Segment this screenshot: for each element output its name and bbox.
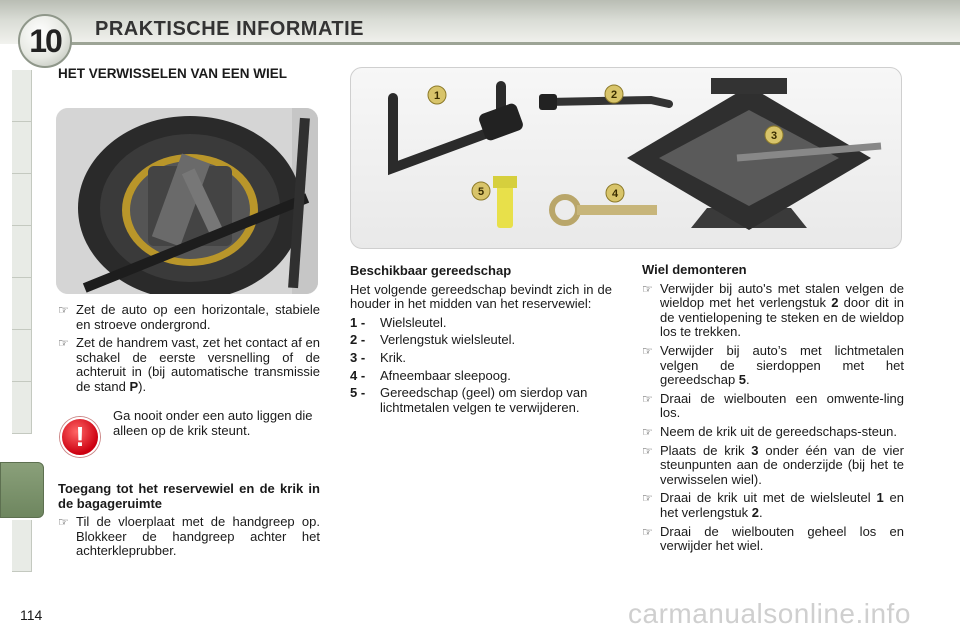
list-item: [350, 369, 612, 384]
list-item: [350, 351, 612, 366]
bullet-text-bold: 1: [876, 490, 884, 506]
list-item: [58, 336, 320, 394]
item-number: 4 -: [350, 367, 366, 383]
chapter-tab-active[interactable]: [0, 462, 44, 518]
bullet-text-bold: 2: [831, 295, 839, 311]
section-title: HET VERWISSELEN VAN EEN WIEL: [58, 66, 288, 81]
pointing-hand-icon: ☞: [642, 443, 653, 458]
chapter-tab[interactable]: [12, 330, 32, 382]
tools-title: Beschikbaar gereedschap: [350, 263, 512, 278]
item-text: Gereedschap (geel) om sierdop van lichtmetalen velgen te verwijderen.: [380, 385, 588, 415]
chapter-tab[interactable]: [12, 122, 32, 174]
bullet-text-part: .: [746, 372, 750, 388]
item-text: Verlengstuk wielsleutel.: [380, 332, 516, 348]
svg-text:2: 2: [610, 89, 618, 101]
bullet-text: [76, 336, 320, 394]
list-item: [642, 444, 904, 488]
page-number: 114: [20, 607, 43, 623]
chapter-tab-rail: [12, 70, 30, 578]
list-item: [642, 525, 904, 554]
bullet-text-part: door dit in de ventielopening te steken en de wieldop los te trekken.: [660, 295, 904, 340]
tool-label-1: [428, 86, 446, 104]
pointing-hand-icon: ☞: [642, 391, 653, 406]
bullet-text: [660, 444, 904, 488]
remove-wheel-section: [642, 263, 904, 558]
bullet-text: Draai de wielbouten een omwente-ling los.: [660, 390, 904, 421]
svg-text:5: 5: [477, 186, 485, 198]
bullet-text-part: Verwijder bij auto’s met lichtmetalen velgen de sierdoppen met het gereedschap: [660, 342, 904, 388]
pointing-hand-icon: ☞: [642, 343, 653, 358]
svg-text:3: 3: [770, 130, 778, 142]
item-number: 5 -: [350, 385, 366, 401]
bullet-text-part: onder één van de vier steunpunten aan de onderzijde (bij het te verwisselen wiel).: [660, 442, 904, 487]
bullet-text-part: Plaats de krik: [660, 442, 752, 458]
list-item: [642, 344, 904, 388]
chapter-tab[interactable]: [12, 382, 32, 434]
bullet-text-part: Draai de krik uit met de wielsleutel: [660, 490, 877, 506]
spare-wheel-photo: [56, 108, 318, 294]
bullet-text-bold: P: [129, 378, 139, 394]
bullet-text: [660, 282, 904, 340]
warning-icon: !: [60, 417, 100, 457]
list-item: [350, 386, 612, 415]
list-item: [642, 282, 904, 340]
page-title: PRAKTISCHE INFORMATIE: [95, 18, 365, 40]
item-text: Krik.: [380, 349, 406, 365]
chapter-tab[interactable]: [12, 70, 32, 122]
pointing-hand-icon: ☞: [642, 281, 653, 296]
pointing-hand-icon: ☞: [58, 515, 69, 530]
item-number: 1 -: [350, 314, 366, 330]
tools-section: [350, 264, 612, 418]
pointing-hand-icon: ☞: [642, 491, 653, 506]
bullet-text-bold: 2: [751, 504, 760, 520]
tools-intro: Het volgende gereedschap bevindt zich in de houder in het midden van het reservewiel:: [350, 281, 612, 312]
bullet-text: Til de vloerplaat met de handgreep op. Blokkeer de handgreep achter het achterkleprubber.: [76, 514, 320, 559]
item-number: 2 -: [350, 332, 366, 348]
list-item: [350, 333, 612, 348]
tool-label-4: [606, 184, 624, 202]
warning-text: Ga nooit onder een auto liggen die alleen op de krik steunt.: [113, 408, 313, 438]
access-title: Toegang tot het reservewiel en de krik in de bagageruimte: [58, 481, 320, 511]
list-item: [642, 425, 904, 440]
bullet-text: Neem de krik uit de gereedschaps-steun.: [660, 423, 898, 439]
chapter-tab[interactable]: [12, 174, 32, 226]
bullet-text: [660, 344, 904, 388]
bullet-text-part: Zet de handrem vast, zet het contact af en schakel de eerste versnelling of de achteruit in (bij automatische transmissie de stand: [76, 335, 320, 394]
list-item: [58, 515, 320, 559]
pointing-hand-icon: ☞: [58, 303, 69, 317]
bullet-text-part: ).: [138, 378, 147, 394]
access-section: [58, 482, 320, 563]
list-item: [642, 392, 904, 421]
bullet-text-part: en het verlengstuk: [660, 490, 905, 520]
chapter-number: 10: [29, 22, 61, 59]
svg-text:4: 4: [611, 188, 619, 200]
svg-text:1: 1: [433, 90, 441, 102]
tool-label-2: [605, 85, 623, 103]
bullet-text-bold: 3: [751, 442, 759, 458]
item-text: Afneembaar sleepoog.: [380, 367, 511, 383]
chapter-badge: [18, 14, 72, 68]
list-item: [58, 303, 320, 332]
pointing-hand-icon: ☞: [58, 336, 69, 351]
bullet-text-bold: 5: [738, 372, 747, 388]
remove-wheel-title: Wiel demonteren: [642, 262, 747, 277]
item-number: 3 -: [350, 349, 366, 365]
bullet-text: Draai de wielbouten geheel los en verwijder het wiel.: [660, 523, 904, 554]
bullet-text-part: .: [759, 504, 763, 520]
chapter-tab[interactable]: [12, 520, 32, 572]
tool-label-3: [765, 126, 783, 144]
item-text: Wielsleutel.: [380, 314, 447, 330]
chapter-tab[interactable]: [12, 226, 32, 278]
bullet-text: Zet de auto op een horizontale, stabiele en stroeve ondergrond.: [76, 302, 320, 332]
pointing-hand-icon: ☞: [642, 524, 653, 539]
bullet-text-part: Verwijder bij auto's met stalen velgen de wieldop met het verlengstuk: [660, 280, 904, 311]
tool-label-5: [472, 182, 490, 200]
left-instructions: [58, 303, 320, 399]
watermark: carmanualsonline.info: [628, 598, 911, 629]
list-item: [350, 316, 612, 331]
pointing-hand-icon: ☞: [642, 424, 653, 439]
chapter-tab[interactable]: [12, 278, 32, 330]
tools-photo: [350, 67, 902, 249]
bullet-text: [660, 491, 904, 520]
header-rule: [66, 42, 960, 45]
list-item: [642, 491, 904, 520]
